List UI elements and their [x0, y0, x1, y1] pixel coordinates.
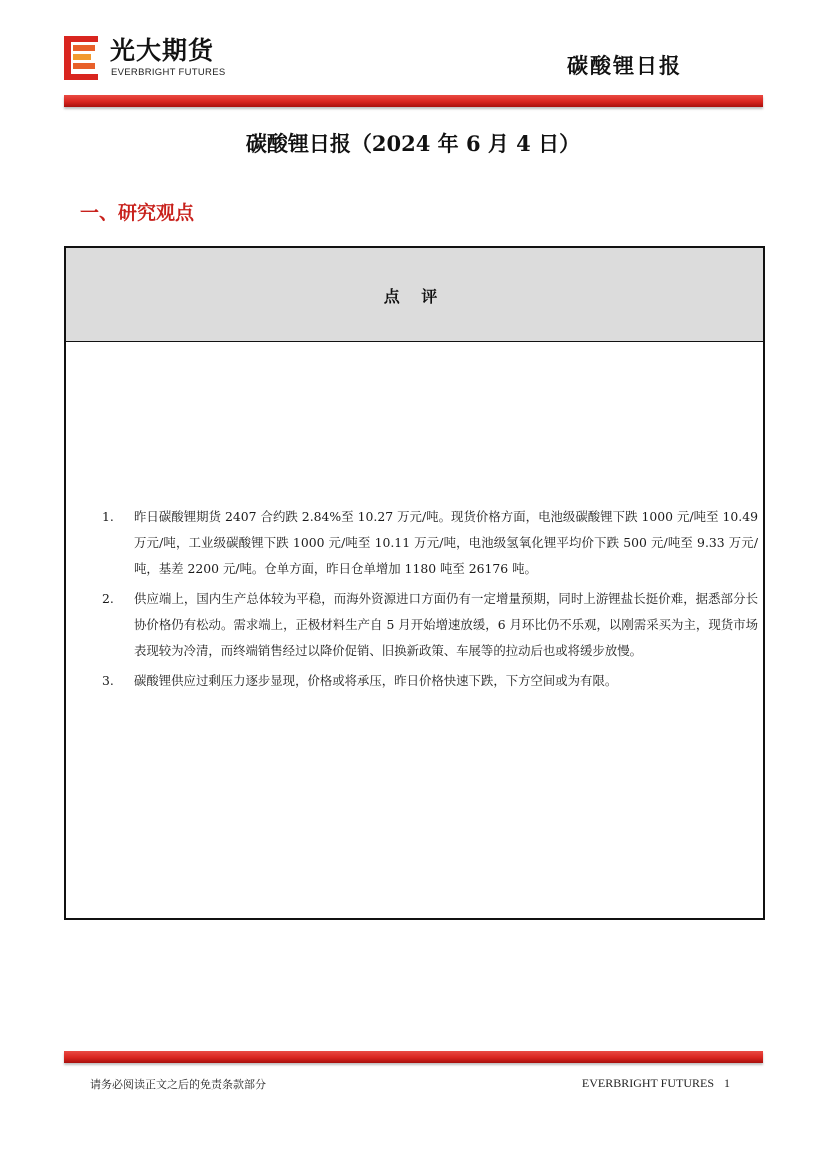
document-title: 碳酸锂日报（2024 年 6 月 4 日）: [245, 131, 581, 156]
list-item-text: 昨日碳酸锂期货 2407 合约跌 2.84%至 10.27 万元/吨。现货价格方面，电池级碳酸锂下跌 1000 元/吨至 10.49 万元/吨，工业级碳酸锂下跌 1000 元/吨至 10.11 万元/吨，电池级氢氧化锂平均价下跌 500 元/吨至 9.33 万元/吨，基差 2200 元/吨。仓单方面，昨日仓单增加 1180 吨至 26176 吨。: [134, 509, 758, 576]
footer-disclaimer: 请务必阅读正文之后的免责条款部分: [90, 1078, 266, 1091]
header-divider-bar: [64, 95, 763, 107]
page-number: 1: [724, 1076, 730, 1090]
research-points-list: [102, 504, 758, 698]
list-item-number: 3.: [102, 673, 114, 688]
comment-box: [64, 246, 765, 920]
company-logo: [64, 36, 244, 82]
section-heading: 一、研究观点: [80, 202, 195, 224]
logo-chinese-name: 光大期货: [110, 36, 215, 65]
footer-company-name: EVERBRIGHT FUTURES: [581, 1076, 714, 1090]
list-item-number: 1.: [102, 509, 114, 524]
footer-divider-bar: [64, 1051, 763, 1063]
list-item-number: 2.: [102, 591, 114, 606]
list-item: [102, 668, 758, 694]
comment-box-label: 点 评: [383, 287, 446, 306]
list-item: [102, 504, 758, 582]
comment-box-header: [66, 248, 763, 342]
footer-company: [582, 1076, 730, 1091]
report-name: 碳酸锂日报: [567, 54, 682, 78]
everbright-logo-icon: [64, 36, 98, 80]
list-item-text: 供应端上，国内生产总体较为平稳，而海外资源进口方面仍有一定增量预期，同时上游锂盐长挺价难，据悉部分长协价格仍有松动。需求端上，正极材料生产自 5 月开始增速放缓，6 月环比仍不乐观，以刚需采买为主，现货市场表现较为冷清，而终端销售经过以降价促销、旧换新政策、车展等的拉动后也或将缓步放慢。: [134, 591, 758, 658]
list-item-text: 碳酸锂供应过剩压力逐步显现，价格或将承压，昨日价格快速下跌，下方空间或为有限。: [134, 673, 618, 688]
logo-english-name: EVERBRIGHT FUTURES: [111, 67, 226, 78]
list-item: [102, 586, 758, 664]
